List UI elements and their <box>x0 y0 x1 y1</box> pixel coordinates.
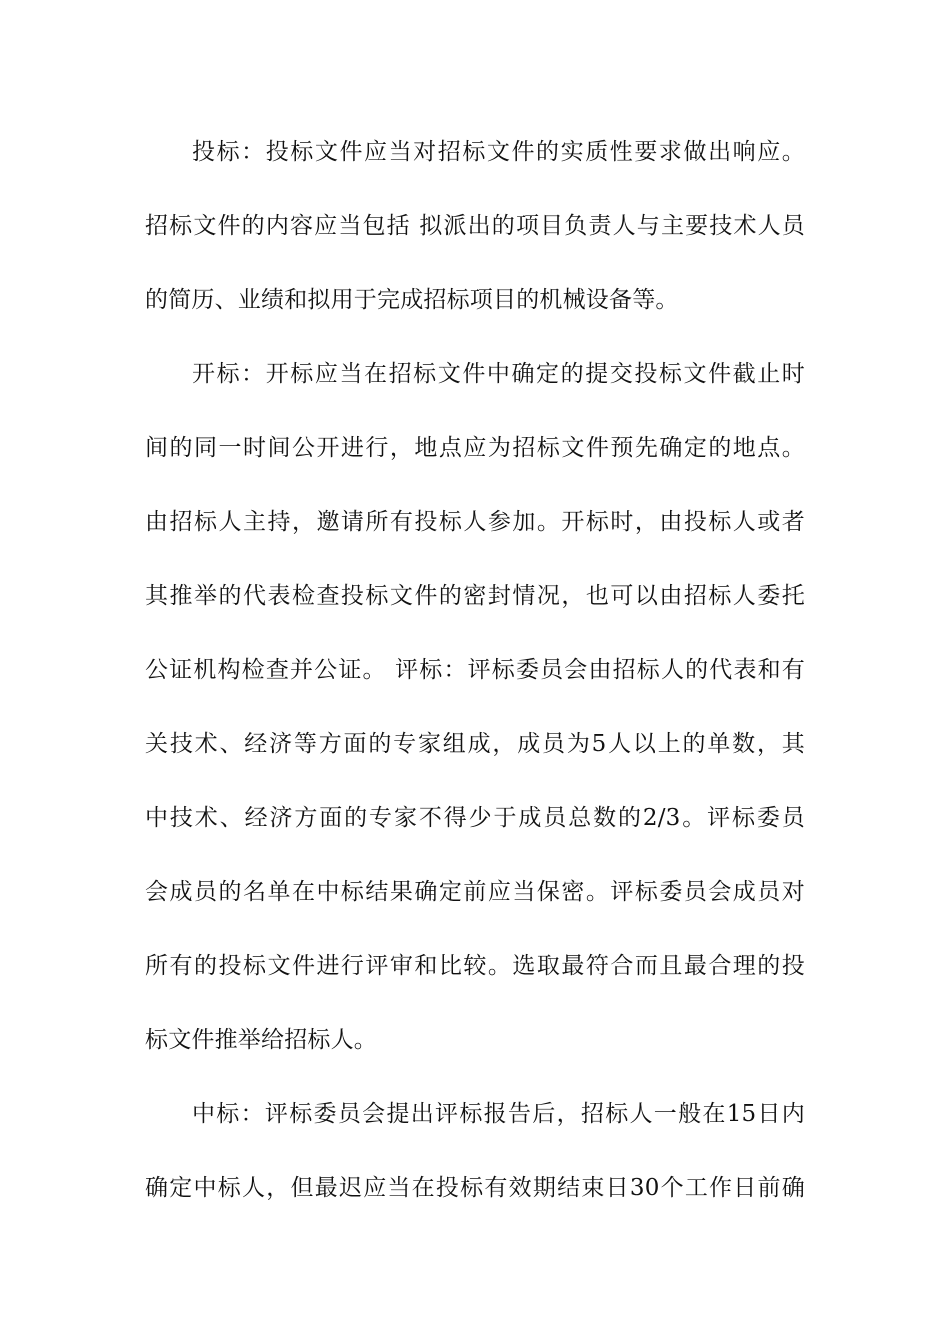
paragraph-award-line-2: 确定中标人，但最迟应当在投标有效期结束日30个工作日前确 <box>145 1175 805 1201</box>
paragraph-tender-line-3: 的简历、业绩和拟用于完成招标项目的机械设备等。 <box>145 287 679 313</box>
paragraph-opening-line-9: 所有的投标文件进行评审和比较。选取最符合而且最合理的投 <box>145 953 805 979</box>
paragraph-tender-line-1: 投标：投标文件应当对招标文件的实质性要求做出响应。 <box>192 139 805 165</box>
paragraph-opening-line-3: 由招标人主持，邀请所有投标人参加。开标时，由投标人或者 <box>145 509 805 535</box>
paragraph-opening-line-5: 公证机构检查并公证。 评标：评标委员会由招标人的代表和有 <box>145 657 805 683</box>
paragraph-opening-line-7: 中技术、经济方面的专家不得少于成员总数的2/3。评标委员 <box>145 805 805 831</box>
paragraph-award-line-1: 中标：评标委员会提出评标报告后，招标人一般在15日内 <box>192 1101 805 1127</box>
paragraph-opening-line-10: 标文件推举给招标人。 <box>145 1027 377 1053</box>
paragraph-tender-line-2: 招标文件的内容应当包括 拟派出的项目负责人与主要技术人员 <box>145 213 805 239</box>
paragraph-opening-line-2: 间的同一时间公开进行，地点应为招标文件预先确定的地点。 <box>145 435 805 461</box>
paragraph-opening-line-8: 会成员的名单在中标结果确定前应当保密。评标委员会成员对 <box>145 879 805 905</box>
paragraph-opening-line-6: 关技术、经济等方面的专家组成，成员为5人以上的单数，其 <box>145 731 805 757</box>
paragraph-opening-line-4: 其推举的代表检查投标文件的密封情况，也可以由招标人委托 <box>145 583 805 609</box>
paragraph-opening-line-1: 开标：开标应当在招标文件中确定的提交投标文件截止时 <box>192 361 805 387</box>
